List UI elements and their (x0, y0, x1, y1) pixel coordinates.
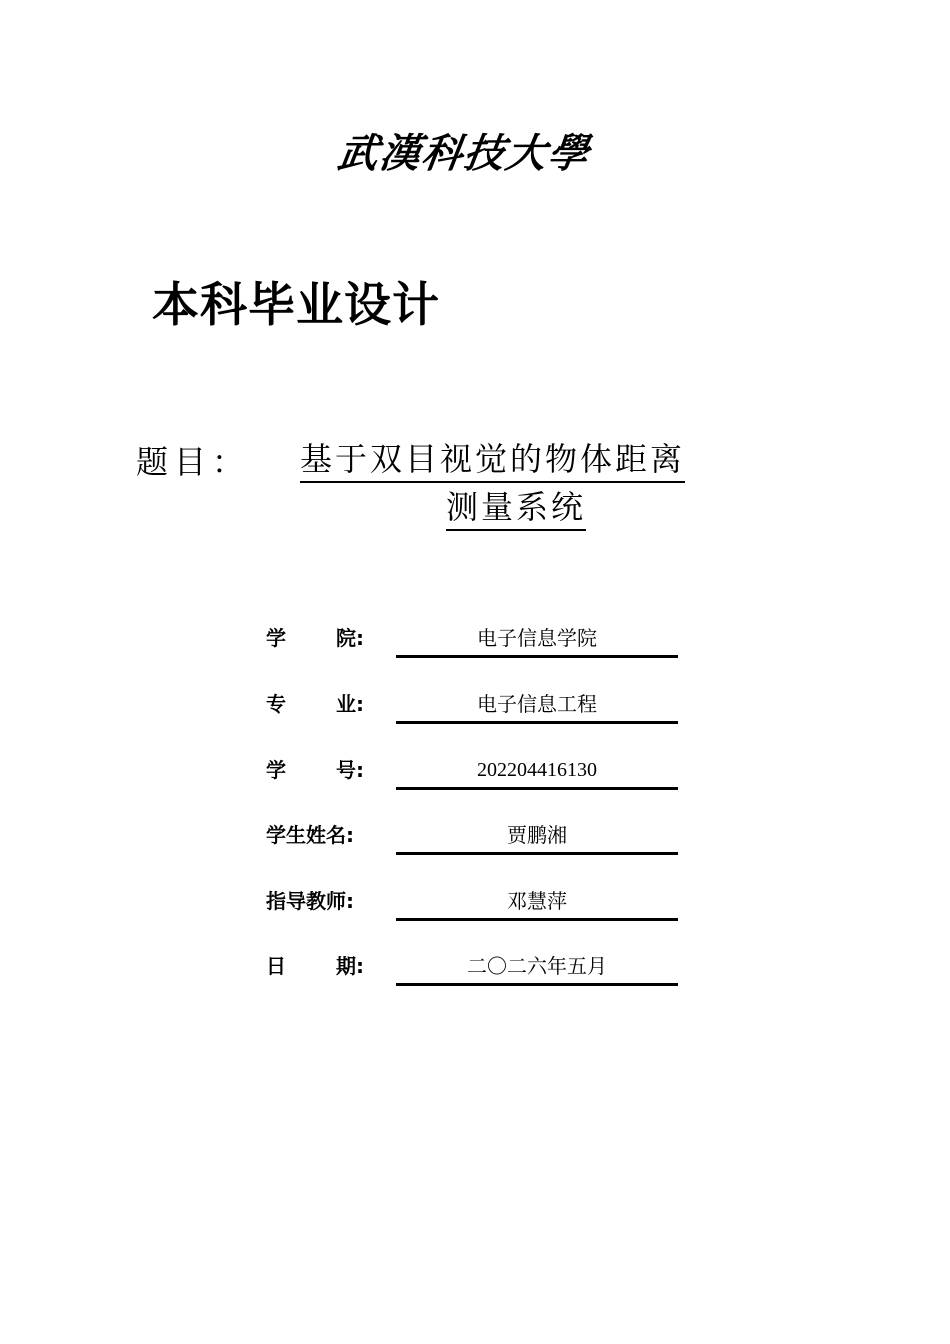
field-label-part: 专 (266, 692, 286, 716)
field-underline (396, 787, 678, 790)
field-label-part: 院 (336, 626, 356, 650)
field-value: 二〇二六年五月 (467, 954, 607, 978)
field-label (266, 690, 364, 718)
thesis-title-line-2: 测量系统 (446, 486, 586, 531)
field-row-date (266, 946, 678, 986)
field-label-colon: : (356, 758, 364, 782)
field-label-part (336, 624, 364, 652)
field-row-advisor (266, 881, 678, 921)
title-label: 题目： (136, 443, 251, 481)
field-label-colon: : (356, 692, 364, 716)
field-label (266, 887, 364, 915)
field-label-part: 业 (336, 692, 356, 716)
field-label-part: 号 (336, 758, 356, 782)
field-label-part (336, 690, 364, 718)
field-value: 贾鹏湘 (507, 823, 567, 847)
field-row-student-id (266, 750, 678, 790)
field-label-part (266, 887, 354, 915)
university-calligraphy-logo: 武漢科技大學 (334, 130, 594, 177)
field-label-colon: : (356, 954, 364, 978)
thesis-title-line-1: 基于双目视觉的物体距离 (300, 438, 685, 483)
field-row-major (266, 684, 678, 724)
field-label (266, 756, 364, 784)
field-label-part (336, 952, 364, 980)
field-row-college (266, 618, 678, 658)
field-label (266, 624, 364, 652)
field-label-part (336, 756, 364, 784)
field-underline (396, 918, 678, 921)
field-label (266, 952, 364, 980)
field-label-part: 期 (336, 954, 356, 978)
field-label (266, 821, 364, 849)
field-value: 电子信息学院 (477, 626, 597, 650)
field-underline (396, 852, 678, 855)
field-row-student-name (266, 815, 678, 855)
field-label-part: 学 (266, 626, 286, 650)
field-underline (396, 983, 678, 986)
field-label-colon: : (346, 823, 354, 847)
field-label-colon: : (346, 889, 354, 913)
field-underline (396, 655, 678, 658)
field-value: 邓慧萍 (507, 889, 567, 913)
field-label-colon: : (356, 626, 364, 650)
field-value: 202204416130 (477, 759, 597, 781)
document-type-heading: 本科毕业设计 (152, 278, 440, 333)
field-label-part: 学 (266, 758, 286, 782)
field-underline (396, 721, 678, 724)
field-label-part (266, 821, 354, 849)
field-label-part: 指导教师 (266, 889, 346, 913)
field-label-part: 日 (266, 954, 286, 978)
field-label-part: 学生姓名 (266, 823, 346, 847)
field-value: 电子信息工程 (477, 692, 597, 716)
